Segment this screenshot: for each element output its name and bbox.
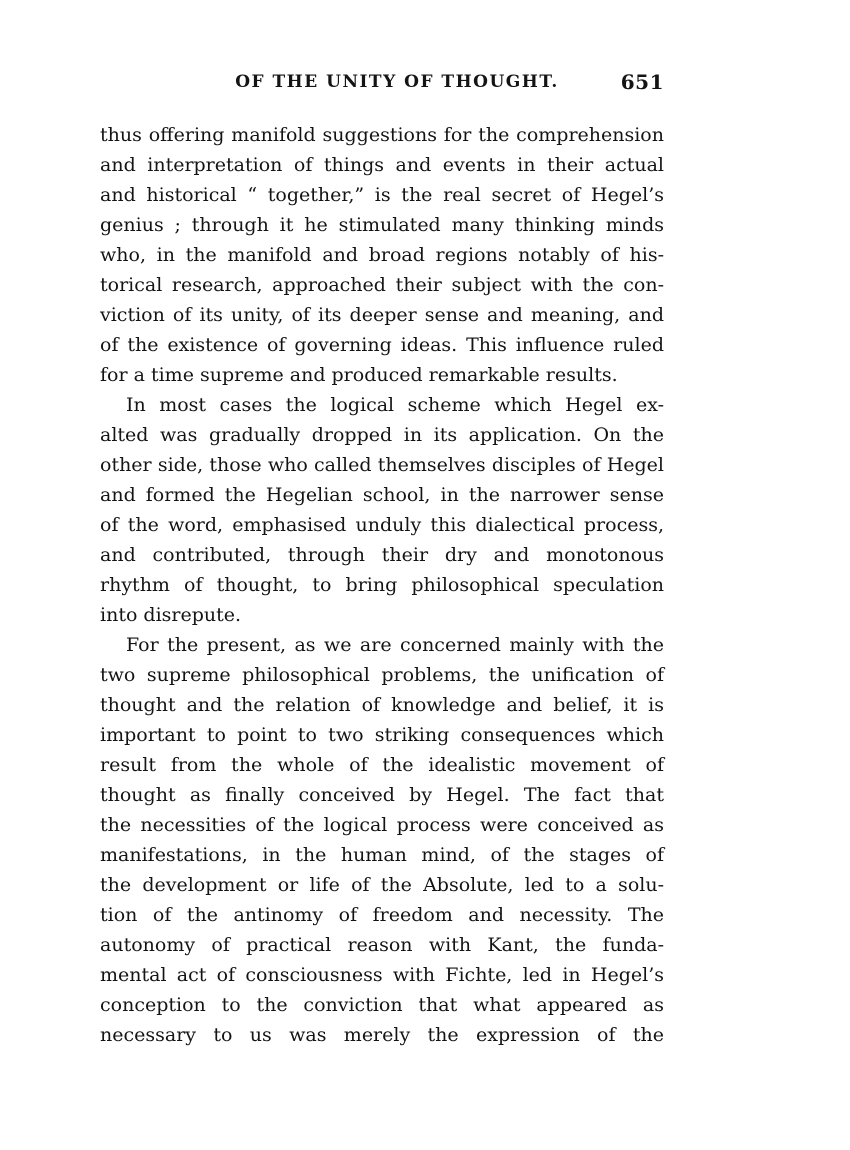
text-line: mental act of consciousness with Fichte, led in Hegel’s: [100, 964, 664, 986]
text-line: the development or life of the Absolute, led to a solu-: [100, 874, 664, 896]
text-line: genius ; through it he stimulated many thinking minds: [100, 214, 664, 236]
text-line: viction of its unity, of its deeper sense and meaning, and: [100, 304, 664, 326]
paragraph-3: [100, 630, 664, 1050]
paragraph-2: [100, 390, 664, 630]
text-line: result from the whole of the idealistic movement of: [100, 754, 664, 776]
text-line: thought as finally conceived by Hegel. The fact that: [100, 784, 664, 806]
page-number: 651: [620, 70, 664, 94]
text-line: of the word, emphasised unduly this dialectical process,: [100, 514, 664, 536]
text-line: necessary to us was merely the expression of the: [100, 1024, 664, 1046]
text-line: who, in the manifold and broad regions notably of his-: [100, 244, 664, 266]
text-line: manifestations, in the human mind, of the stages of: [100, 844, 664, 866]
text-line: the necessities of the logical process were conceived as: [100, 814, 664, 836]
text-line: two supreme philosophical problems, the unification of: [100, 664, 664, 686]
text-line: thought and the relation of knowledge and belief, it is: [100, 694, 664, 716]
text-line: rhythm of thought, to bring philosophical speculation: [100, 574, 664, 596]
text-line: tion of the antinomy of freedom and necessity. The: [100, 904, 664, 926]
text-line: conception to the conviction that what appeared as: [100, 994, 664, 1016]
text-line: autonomy of practical reason with Kant, the funda-: [100, 934, 664, 956]
text-line: thus offering manifold suggestions for the comprehension: [100, 124, 664, 146]
text-line: and historical “ together,” is the real secret of Hegel’s: [100, 184, 664, 206]
text-line: of the existence of governing ideas. This influence ruled: [100, 334, 664, 356]
text-line: important to point to two striking consequences which: [100, 724, 664, 746]
text-line: torical research, approached their subject with the con-: [100, 274, 664, 296]
text-line: For the present, as we are concerned mainly with the: [126, 634, 664, 656]
text-line: for a time supreme and produced remarkable results.: [100, 364, 618, 386]
running-title: OF THE UNITY OF THOUGHT.: [235, 72, 559, 92]
text-line: and formed the Hegelian school, in the narrower sense: [100, 484, 664, 506]
text-line: In most cases the logical scheme which Hegel ex-: [126, 394, 664, 416]
paragraph-1: [100, 120, 664, 390]
text-line: and interpretation of things and events in their actual: [100, 154, 664, 176]
text-line: alted was gradually dropped in its application. On the: [100, 424, 664, 446]
running-head: [98, 66, 666, 100]
body-text: [100, 120, 664, 1050]
text-line: into disrepute.: [100, 604, 242, 626]
text-line: other side, those who called themselves disciples of Hegel: [100, 454, 664, 476]
text-line: and contributed, through their dry and monotonous: [100, 544, 664, 566]
